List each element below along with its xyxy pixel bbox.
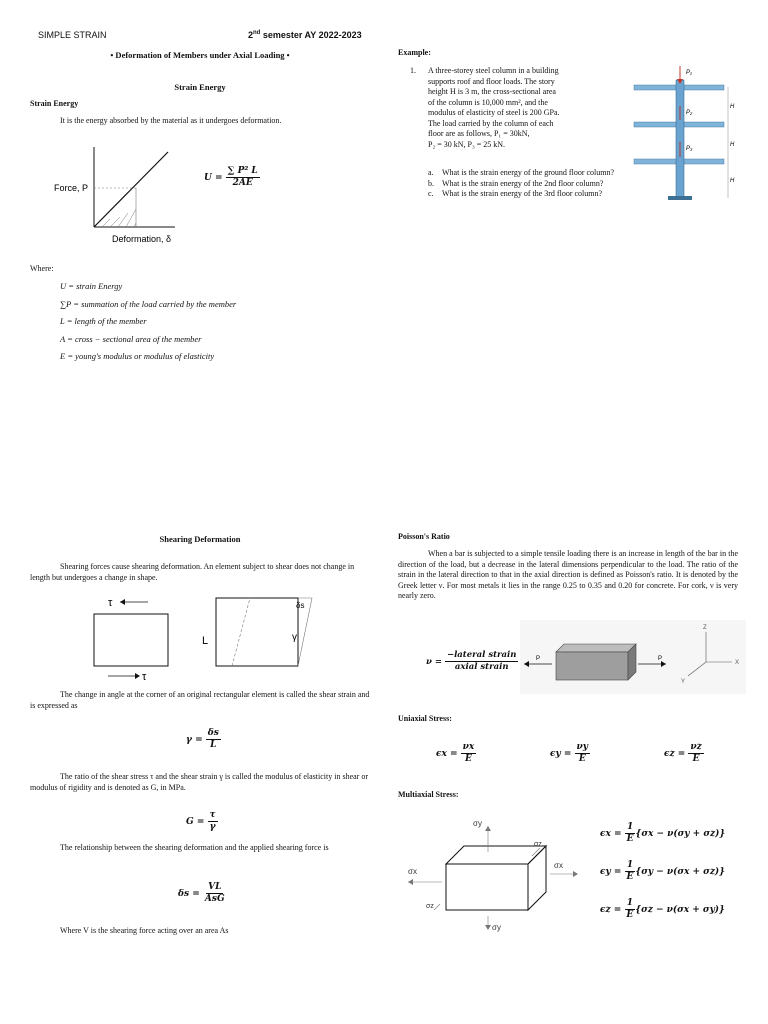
strain-energy-formula	[204, 166, 260, 189]
semester-sup: nd	[253, 30, 261, 36]
where-label: Where:	[30, 264, 54, 273]
example-text	[428, 66, 613, 150]
def-item: U = strain Energy	[60, 281, 123, 291]
f3-lhs: δs =	[178, 889, 200, 899]
fig-h1: H	[730, 104, 735, 110]
multiaxial-ex: ϵx = $\frac{1}{E}$ {σx − ν(σy + σz)}	[600, 822, 726, 844]
multiaxial-ez: ϵz = $\frac{1}{E}$ {σz − ν(σx + σy)}	[600, 898, 725, 920]
fig-delta-s: δs	[296, 601, 305, 610]
example-line: height H is 3 m, the cross-sectional area	[428, 87, 556, 96]
strain-energy-heading: Strain Energy	[30, 99, 79, 108]
uniaxial-ez: ϵz = $\frac{\nu z}{E}$	[664, 742, 702, 764]
multiaxial-heading: Multiaxial Stress:	[398, 790, 459, 799]
question-item: b. What is the strain energy of the 2nd floor column?	[428, 178, 604, 188]
uniaxial-ex: ϵx = $\frac{\nu x}{E}$	[436, 742, 475, 764]
shearing-para4: The relationship between the shearing deformation and the applied shearing force is	[60, 843, 329, 852]
shearing-para1: Shearing forces cause shearing deformation. An element subject to shear does not change in length but undergoes a change in shape.	[30, 562, 355, 582]
fig-L: L	[202, 635, 209, 647]
formula-den: 2AE	[232, 178, 253, 188]
poisson-title: Poisson's Ratio	[398, 532, 450, 541]
multiaxial-ey: ϵy = $\frac{1}{E}$ {σy − ν(σx + σz)}	[600, 860, 725, 882]
example-line: floor are as follows, P₁ = 30kN,	[428, 129, 530, 138]
example-line: The load carried by the column of each	[428, 118, 554, 128]
doc-title: SIMPLE STRAIN	[38, 30, 107, 40]
uniaxial-ey: ϵy = $\frac{\nu y}{E}$	[550, 742, 589, 764]
fig-sigma-y-top: σy	[473, 819, 482, 828]
modulus-rigidity-formula	[186, 810, 218, 833]
axis-z: Z	[703, 625, 707, 631]
example-line: P₂ = 30 kN, P₃ = 25 kN.	[428, 139, 506, 149]
fig-p-left: P	[536, 656, 541, 662]
example-number: 1.	[410, 66, 416, 75]
example-line: A three-storey steel column in a building	[428, 66, 559, 75]
fig-sigma-z-top: σz	[534, 841, 542, 848]
shearing-title: Shearing Deformation	[159, 534, 241, 544]
fig-sigma-x-left: σx	[408, 867, 417, 876]
fig-tau-top: τ	[108, 597, 113, 609]
f1-den: L	[210, 740, 217, 750]
shearing-para2: The change in angle at the corner of an original rectangular element is called the shear strain and is expressed as	[30, 690, 370, 710]
multiaxial-cube-figure	[400, 812, 590, 936]
formula-lhs: U =	[204, 173, 223, 183]
example-heading: Example:	[398, 48, 431, 57]
poisson-para: When a bar is subjected to a simple tensile loading there is an increase in length of the bar in the direction of the load, but a decrease in the lateral dimensions perpendicular to the load. The ratio of the strain in the lateral direction to that in the axial direction is defined as Poisson's ratio. It is denoted by the Greek letter ν. For most metals it lies in the range 0.25 to 0.35 and 0.20 for concrete. For cork, ν is very nearly zero.	[398, 549, 738, 600]
fig-tau-bottom: τ	[142, 671, 147, 682]
semester-label	[248, 30, 362, 40]
example-line: modulus of elasticity of steel is 200 GPa.	[428, 108, 560, 117]
fig-sigma-z-bottom: σz	[426, 903, 434, 910]
question-item: a. What is the strain energy of the ground floor column?	[428, 168, 615, 177]
shearing-para5: Where V is the shearing force acting over an area As	[60, 926, 229, 935]
f2-den: γ	[209, 822, 216, 832]
f2-num: τ	[209, 810, 216, 820]
shear-deformation-formula	[178, 882, 227, 905]
definitions-list	[60, 281, 236, 361]
def-item: L = length of the member	[60, 316, 147, 326]
semester-prefix: 2	[248, 30, 254, 40]
poisson-formula	[426, 650, 518, 673]
column-figure	[628, 62, 740, 208]
pf-lhs: ν =	[426, 657, 442, 667]
f3-den: AsG	[204, 894, 225, 904]
section-subtitle: • Deformation of Members under Axial Loading •	[110, 50, 290, 60]
f1-num: δs	[207, 728, 219, 738]
fig-sigma-y-bottom: σy	[492, 923, 501, 932]
fig-p-right: P	[658, 656, 663, 662]
graph-ylabel: Force, P	[54, 183, 89, 193]
shear-strain-formula	[186, 728, 221, 751]
shearing-para3: The ratio of the shear stress τ and the shear strain γ is called the modulus of elasticity in shear or modulus of rigidity and is denoted as G, in MPa.	[30, 772, 368, 792]
formula-num: ∑ P² L	[227, 166, 258, 176]
def-item: E = young's modulus or modulus of elasticity	[60, 351, 215, 361]
force-deformation-graph	[50, 142, 190, 250]
fig-h3: H	[730, 178, 735, 184]
fig-sigma-x-right: σx	[554, 861, 563, 870]
semester-rest: semester AY 2022-2023	[260, 30, 362, 40]
axis-y: Y	[681, 679, 686, 685]
bar-tension-figure	[520, 620, 746, 694]
shear-figure	[80, 594, 340, 682]
pf-den: axial strain	[454, 662, 509, 672]
example-questions	[428, 168, 614, 200]
f3-num: VL	[208, 882, 222, 892]
axis-x: X	[735, 660, 740, 666]
uniaxial-heading: Uniaxial Stress:	[398, 714, 452, 723]
pf-num: −lateral strain	[446, 650, 517, 660]
f2-lhs: G =	[186, 817, 205, 827]
graph-xlabel: Deformation, δ	[112, 234, 172, 244]
strain-energy-definition: It is the energy absorbed by the material as it undergoes deformation.	[60, 116, 282, 125]
fig-p2: P₂	[686, 110, 693, 116]
fig-p1: P₁	[686, 70, 692, 76]
example-line: of the column is 10,000 mm², and the	[428, 97, 548, 107]
question-item: c. What is the strain energy of the 3rd floor column?	[428, 189, 603, 198]
f1-lhs: γ =	[186, 735, 203, 745]
strain-energy-title: Strain Energy	[174, 82, 226, 92]
fig-p3: P₃	[686, 146, 693, 152]
def-item: A = cross − sectional area of the member	[60, 333, 202, 344]
example-line: supports roof and floor loads. The story	[428, 76, 555, 86]
fig-gamma: γ	[292, 632, 297, 643]
def-item: ∑P = summation of the load carried by the member	[60, 298, 237, 309]
fig-h2: H	[730, 142, 735, 148]
